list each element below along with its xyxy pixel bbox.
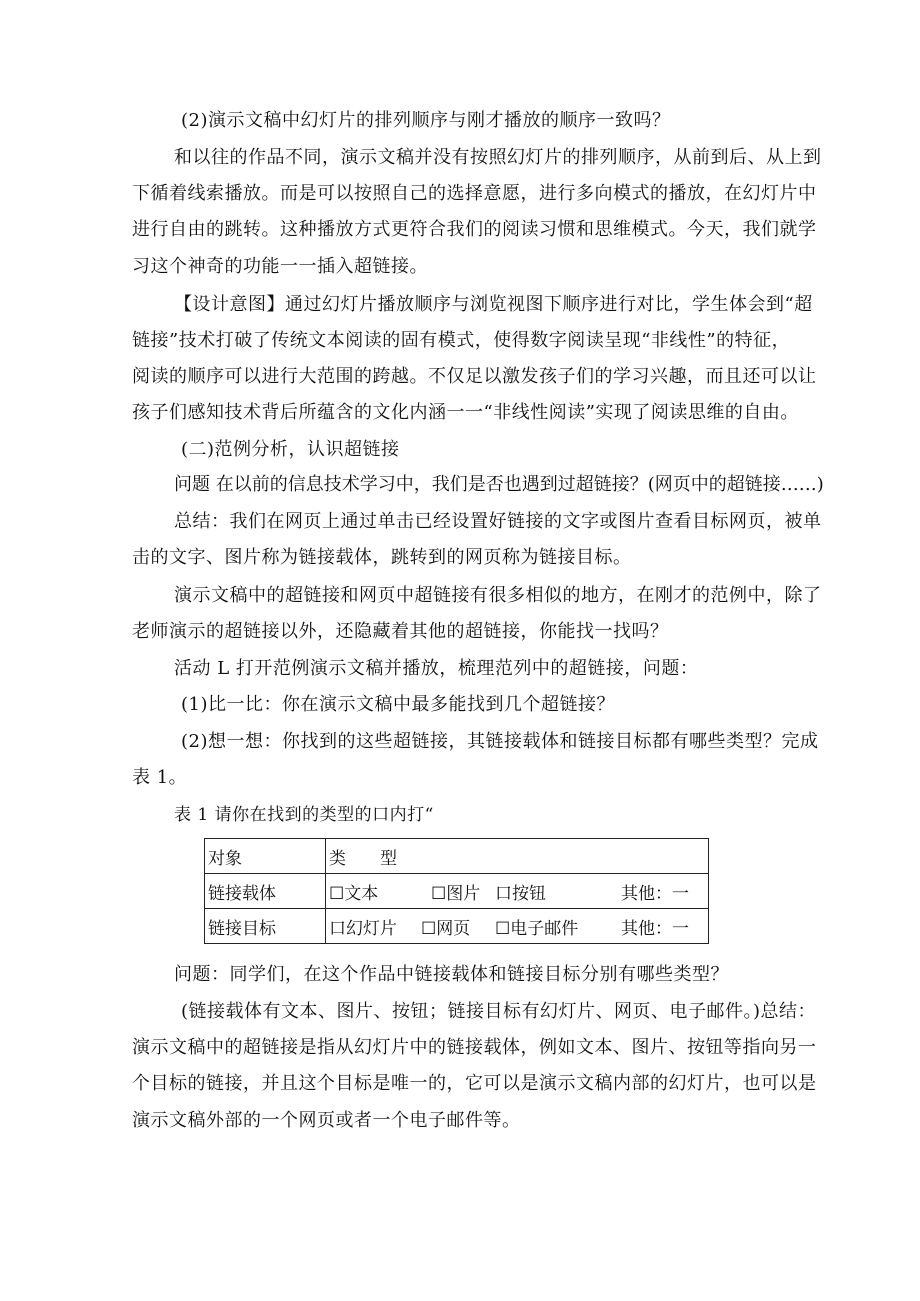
table-caption: 表 1 请你在找到的类型的口内打“ [174, 805, 434, 825]
table-row [205, 874, 709, 909]
intro-line-4: 习这个神奇的功能一一插入超链接。 [132, 256, 428, 277]
checkbox-option[interactable]: ☐图片 [431, 883, 481, 904]
question-types-line: 问题：同学们，在这个作品中链接载体和链接目标分别有哪些类型？ [174, 964, 729, 985]
question-line: 问题 在以前的信息技术学习中，我们是否也遇到过超链接？(网页中的超链接……) [174, 474, 824, 495]
conclusion-line-1: (链接载体有文本、图片、按钮；链接目标有幻灯片、网页、电子邮件。)总结： [181, 1001, 817, 1022]
activity-line: 活动 L 打开范例演示文稿并播放，梳理范列中的超链接，问题： [174, 658, 699, 679]
conclusion-line-4: 演示文稿外部的一个网页或者一个电子邮件等。 [132, 1110, 521, 1131]
intro-line-2: 下循着线索播放。而是可以按照自己的选择意愿，进行多向模式的播放，在幻灯片中 [132, 183, 817, 204]
table-row [205, 909, 709, 944]
conclusion-line-2: 演示文稿中的超链接是指从幻灯片中的链接载体，例如文本、图片、按钮等指向另一 [132, 1037, 817, 1058]
checkbox-option[interactable]: 口幻灯片 [329, 918, 397, 939]
similarity-line-2: 老师演示的超链接以外，还隐藏着其他的超链接，你能找一找吗？ [132, 621, 669, 642]
compare-line: (1)比一比：你在演示文稿中最多能找到几个超链接？ [181, 694, 615, 715]
design-intent-line-4: 孩子们感知技术背后所蕴含的文化内涵一一“非线性阅读”实现了阅读思维的自由。 [132, 402, 799, 423]
design-intent-line-1: 【设计意图】通过幻灯片播放顺序与浏览视图下顺序进行对比，学生体会到“超 [174, 294, 813, 315]
summary-line-1: 总结：我们在网页上通过单击已经设置好链接的文字或图片查看目标网页，被单 [174, 511, 822, 532]
conclusion-line-3: 个目标的链接，并且这个目标是唯一的，它可以是演示文稿内部的幻灯片，也可以是 [132, 1073, 817, 1094]
other-option: 其他：一 [621, 918, 689, 939]
checkbox-option[interactable]: 口按钮 [495, 883, 546, 904]
design-intent-line-3: 阅读的顺序可以进行大范围的跨越。不仅足以激发孩子们的学习兴趣，而且还可以让 [132, 366, 817, 387]
row-label: 链接目标 [205, 909, 326, 944]
link-type-table [204, 838, 709, 944]
table-header-row [205, 839, 709, 874]
intro-line-3: 进行自由的跳转。这种播放方式更符合我们的阅读习惯和思维模式。今天，我们就学 [132, 219, 817, 240]
summary-line-2: 击的文字、图片称为链接载体，跳转到的网页称为链接目标。 [132, 547, 632, 568]
section-heading: (二)范例分析，认识超链接 [181, 439, 400, 460]
row-options [326, 874, 709, 909]
design-intent-line-2: 链接”技术打破了传统文本阅读的固有模式，使得数字阅读呈现“非线性”的特征， [132, 330, 791, 351]
row-label: 链接载体 [205, 874, 326, 909]
row-options [326, 909, 709, 944]
header-type: 类 型 [326, 839, 709, 874]
think-line-2: 表 1。 [132, 767, 188, 788]
checkbox-option[interactable]: ☐网页 [421, 918, 471, 939]
checkbox-option[interactable]: ☐文本 [329, 883, 379, 904]
other-option: 其他：一 [621, 883, 689, 904]
header-object: 对象 [205, 839, 326, 874]
intro-line-1: 和以往的作品不同，演示文稿并没有按照幻灯片的排列顺序，从前到后、从上到 [174, 147, 822, 168]
similarity-line-1: 演示文稿中的超链接和网页中超链接有很多相似的地方，在刚才的范例中，除了 [174, 585, 822, 606]
question-2-line: (2)演示文稿中幻灯片的排列顺序与刚才播放的顺序一致吗？ [181, 110, 671, 131]
think-line-1: (2)想一想：你找到的这些超链接，其链接载体和链接目标都有哪些类型？完成 [181, 731, 819, 752]
checkbox-option[interactable]: ☐电子邮件 [495, 918, 579, 939]
